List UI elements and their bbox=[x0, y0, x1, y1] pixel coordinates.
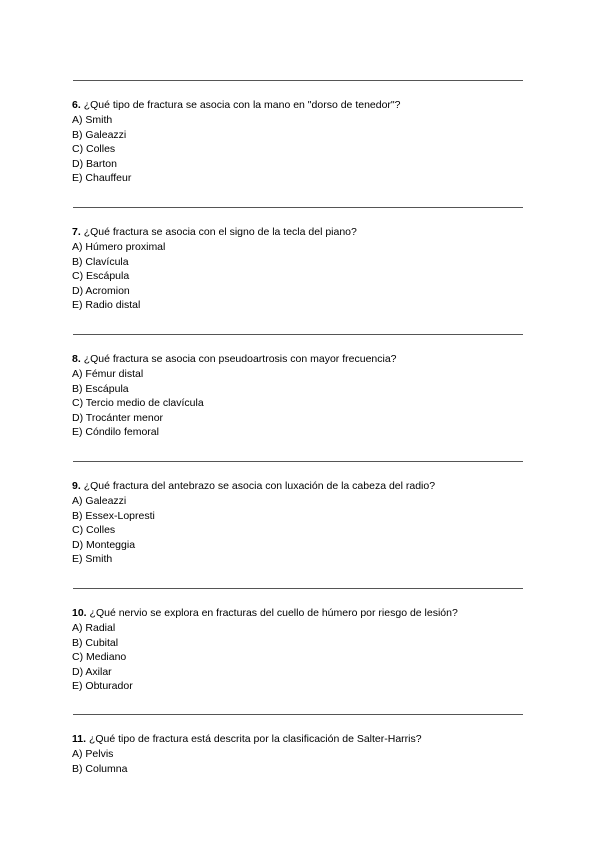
option-e: E) Cóndilo femoral bbox=[72, 426, 159, 439]
question-stem bbox=[72, 98, 532, 113]
option-d: D) Acromion bbox=[72, 284, 130, 297]
option-e: E) Obturador bbox=[72, 680, 133, 693]
question-text: ¿Qué tipo de fractura se asocia con la mano en "dorso de tenedor"? bbox=[83, 99, 401, 111]
divider bbox=[73, 334, 523, 335]
question-10 bbox=[72, 606, 532, 694]
option-c: C) Mediano bbox=[72, 651, 127, 664]
option-a: A) Galeazzi bbox=[72, 495, 127, 507]
question-stem bbox=[72, 479, 532, 494]
question-stem bbox=[72, 352, 532, 367]
question-text: ¿Qué tipo de fractura está descrita por la clasificación de Salter-Harris? bbox=[88, 733, 422, 745]
divider bbox=[73, 588, 523, 589]
option-c: C) Colles bbox=[72, 143, 116, 156]
question-11 bbox=[72, 732, 532, 776]
option-b: B) Clavícula bbox=[72, 255, 129, 268]
divider bbox=[73, 461, 523, 462]
option-e: E) Smith bbox=[72, 553, 113, 566]
option-b: B) Escápula bbox=[72, 382, 129, 395]
question-8 bbox=[72, 352, 532, 440]
option-b: B) Essex-Lopresti bbox=[72, 509, 155, 522]
divider bbox=[73, 714, 523, 715]
question-text: ¿Qué fractura del antebrazo se asocia con luxación de la cabeza del radio? bbox=[83, 480, 436, 492]
option-c: C) Colles bbox=[72, 524, 116, 537]
option-d: D) Barton bbox=[72, 157, 117, 170]
question-text: ¿Qué fractura se asocia con pseudoartrosis con mayor frecuencia? bbox=[83, 353, 397, 365]
question-stem bbox=[72, 606, 532, 621]
option-a: A) Húmero proximal bbox=[72, 241, 166, 253]
option-b: B) Columna bbox=[72, 762, 128, 775]
question-text: ¿Qué fractura se asocia con el signo de la tecla del piano? bbox=[83, 226, 357, 238]
question-number: 6. bbox=[72, 99, 81, 111]
question-number: 8. bbox=[72, 353, 81, 365]
option-a: A) Pelvis bbox=[72, 748, 114, 760]
option-a: A) Fémur distal bbox=[72, 368, 144, 380]
divider bbox=[73, 207, 523, 208]
option-b: B) Galeazzi bbox=[72, 128, 127, 141]
option-e: E) Chauffeur bbox=[72, 172, 132, 185]
option-a: A) Smith bbox=[72, 114, 113, 126]
question-number: 9. bbox=[72, 480, 81, 492]
question-stem bbox=[72, 225, 532, 240]
option-a: A) Radial bbox=[72, 622, 116, 634]
option-c: C) Escápula bbox=[72, 270, 130, 283]
option-d: D) Monteggia bbox=[72, 538, 136, 551]
question-number: 7. bbox=[72, 226, 81, 238]
question-number: 10. bbox=[72, 607, 87, 619]
divider bbox=[73, 80, 523, 81]
question-9 bbox=[72, 479, 532, 567]
question-stem bbox=[72, 732, 532, 747]
option-d: D) Axilar bbox=[72, 665, 112, 678]
question-6 bbox=[72, 98, 532, 186]
question-text: ¿Qué nervio se explora en fracturas del cuello de húmero por riesgo de lesión? bbox=[89, 607, 458, 619]
question-number: 11. bbox=[72, 733, 87, 745]
option-c: C) Tercio medio de clavícula bbox=[72, 397, 204, 410]
option-d: D) Trocánter menor bbox=[72, 411, 164, 424]
option-b: B) Cubital bbox=[72, 636, 119, 649]
question-7 bbox=[72, 225, 532, 313]
option-e: E) Radio distal bbox=[72, 299, 141, 312]
